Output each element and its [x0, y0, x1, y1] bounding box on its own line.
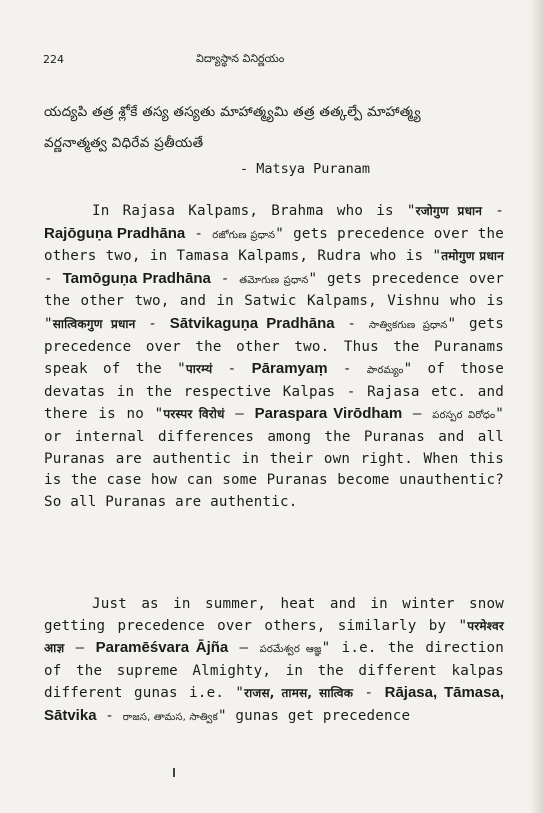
print-mark — [173, 768, 175, 777]
text-run: - — [96, 707, 123, 724]
text-run: - — [334, 315, 369, 332]
text-run: - — [212, 361, 252, 378]
transliterated-term: Sātvikaguṇa Pradhāna — [169, 314, 335, 332]
page-header — [0, 53, 544, 73]
text-run: - — [135, 315, 170, 332]
text-run: – — [228, 640, 260, 657]
text-run: – — [402, 406, 433, 423]
transliterated-term: Rājasa, Tāmasa, Sātvika — [44, 684, 504, 724]
text-run: " gunas get precedence — [217, 707, 411, 724]
devanagari-term: पारम्यं — [185, 362, 213, 377]
devanagari-term: तमोगुण प्रधान — [441, 249, 505, 264]
text-run: Just as in summer, heat and in winter snow getting precedence over others, similarly by " — [44, 596, 504, 634]
telugu-term: పరస్పర విరోధం — [432, 410, 496, 422]
transliterated-term: Tamōguṇa Pradhāna — [62, 269, 211, 287]
transliterated-term: Pāramyaṃ — [251, 360, 328, 378]
devanagari-term: परस्पर विरोधं — [163, 407, 225, 422]
transliterated-term: Paramēśvara Ājña — [95, 639, 229, 657]
text-run: " i.e. the direction of the supreme Almighty, in the different kalpas different gunas i.e. " — [44, 640, 504, 702]
telugu-term: తమోగుణ ప్రధాన — [239, 274, 309, 286]
text-run: " gets precedence over the other two, and in Satwic Kalpams, Vishnu who is " — [44, 270, 505, 332]
telugu-term: రజోగుణ ప్రధాన — [212, 229, 276, 241]
text-run: In Rajasa Kalpams, Brahma who is " — [92, 203, 416, 219]
transliterated-term: Rajōguṇa Pradhāna — [44, 224, 186, 242]
verse-line-2: వర్ణనాత్మత్వ విధిరేవ ప్రతీయతే — [44, 135, 204, 151]
text-run: " or internal differences among the Puranas and all Puranas are authentic in their own right. When this is the case how can some Puranas become unauthentic? So all Puranas are authentic. — [44, 406, 504, 510]
paragraph-seasonal-analogy — [44, 594, 504, 729]
devanagari-term: रजोगुण प्रधान — [415, 204, 483, 218]
text-run: - — [482, 203, 505, 219]
telugu-term: రాజస, తామస, సాత్విక — [122, 711, 218, 723]
text-run: - — [185, 225, 213, 242]
telugu-term: పరమేశ్వర ఆజ్ఞ — [259, 644, 322, 656]
verse-line-1: యద్యపి తత్ర శ్లోకే తస్య తస్యతు మాహాత్మ్యమి తత్ర తత్కల్పే మాహాత్మ్య — [44, 104, 421, 120]
verse-attribution: - Matsya Puranam — [240, 161, 371, 177]
telugu-term: సాత్వికగుణ ప్రధాన — [368, 319, 448, 331]
text-run: " of those devatas in the respective Kalpas - Rajasa etc. and there is no " — [44, 361, 504, 423]
telugu-term: పారమ్యం — [366, 365, 404, 377]
text-run: " gets precedence over the other two. Thus the Puranams speak of the " — [44, 315, 504, 378]
devanagari-term: सात्विकगुण प्रधान — [52, 316, 136, 331]
devanagari-term: राजस, तामस, सात्विक — [244, 686, 354, 701]
text-run: - — [327, 361, 367, 378]
text-run: " gets precedence over the others two, in Tamasa Kalpams, Rudra who is " — [44, 225, 504, 265]
paragraph-kalpa-precedence — [44, 201, 504, 513]
devanagari-term: परमेश्वर आज्ञ — [44, 618, 504, 656]
page-number: 224 — [43, 53, 64, 66]
text-run: – — [64, 640, 96, 657]
text-run: – — [224, 406, 255, 423]
text-run: - — [353, 685, 385, 702]
text-run: - — [210, 270, 240, 287]
page-edge-shadow — [530, 0, 544, 813]
running-head: విద్యాస్థాన వినిర్ణయం — [196, 52, 285, 65]
text-run: - — [44, 270, 63, 287]
transliterated-term: Paraspara Virōdham — [254, 405, 403, 423]
